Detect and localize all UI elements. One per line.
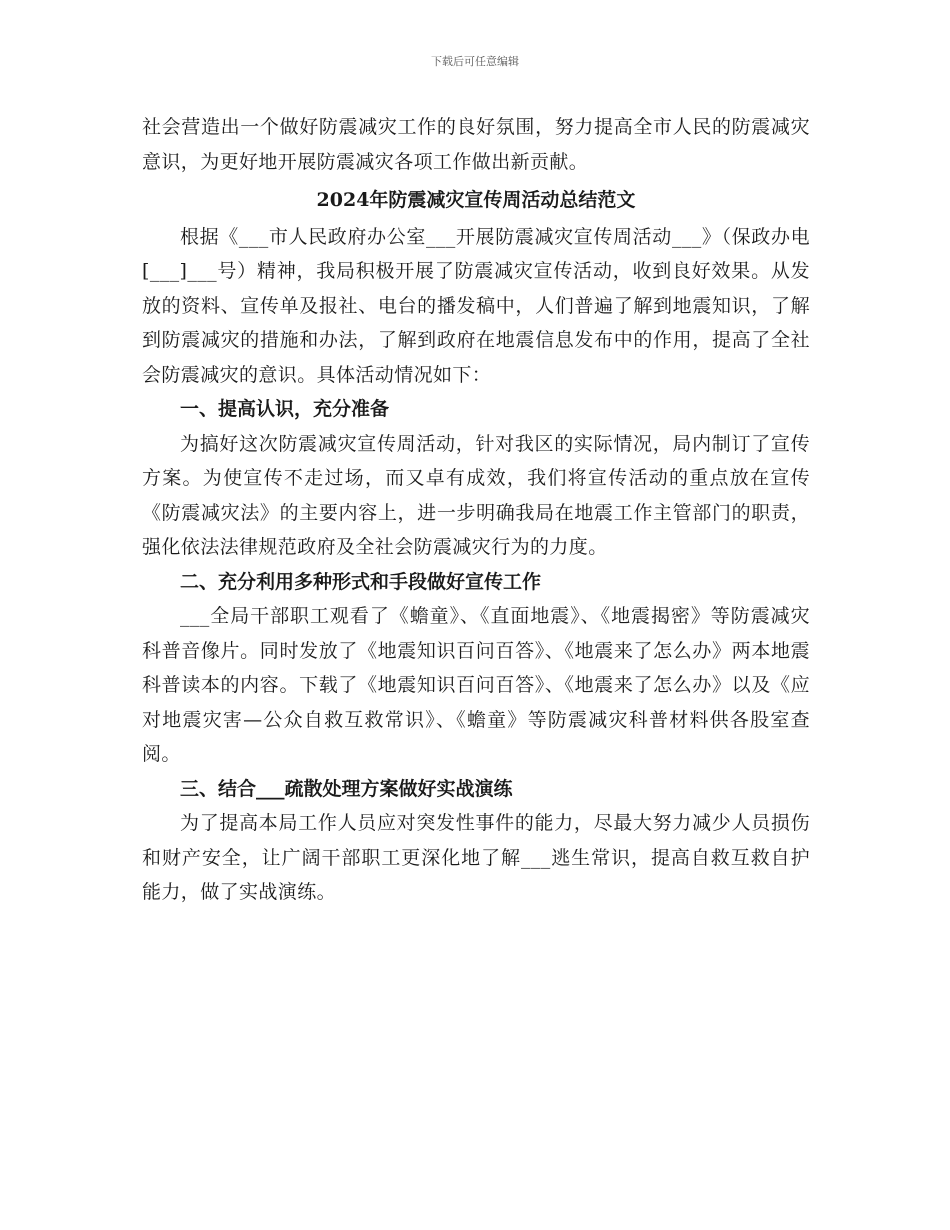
document-body bbox=[142, 110, 810, 910]
section-heading-3: 三、结合___疏散处理方案做好实战演练 bbox=[180, 777, 513, 800]
page-header: 下载后可任意编辑 bbox=[431, 55, 519, 68]
body-paragraph-2: 为搞好这次防震减灾宣传周活动，针对我区的实际情况，局内制订了宣传方案。为使宣传不走过场，而又卓有成效，我们将宣传活动的重点放在宣传《防震减灾法》的主要内容上，进一步明确我局在地震工作主管部门的职责，强化依法法律规范政府及全社会防震减灾行为的力度。 bbox=[142, 432, 810, 558]
section-heading-2: 二、充分利用多种形式和手段做好宣传工作 bbox=[180, 570, 542, 593]
body-paragraph-1: 根据《___市人民政府办公室___开展防震减灾宣传周活动___》（保政办电[___]___号）精神，我局积极开展了防震减灾宣传活动，收到良好效果。从发放的资料、宣传单及报社、电台的播发稿中，人们普遍了解到地震知识，了解到防震减灾的措施和办法，了解到政府在地震信息发布中的作用，提高了全社会防震减灾的意识。具体活动情况如下： bbox=[142, 225, 810, 386]
document-title: 2024年防震减灾宣传周活动总结范文 bbox=[316, 189, 636, 211]
section-heading-1: 一、提高认识，充分准备 bbox=[180, 398, 390, 420]
body-paragraph-4: 为了提高本局工作人员应对突发性事件的能力，尽最大努力减少人员损伤和财产安全，让广阔干部职工更深化地了解___逃生常识，提高自救互救自护能力，做了实战演练。 bbox=[142, 812, 810, 903]
intro-paragraph: 社会营造出一个做好防震减灾工作的良好氛围，努力提高全市人民的防震减灾意识，为更好地开展防震减灾各项工作做出新贡献。 bbox=[142, 116, 810, 173]
body-paragraph-3: ___全局干部职工观看了《蟾童》、《直面地震》、《地震揭密》等防震减灾科普音像片。同时发放了《地震知识百问百答》、《地震来了怎么办》两本地震科普读本的内容。下载了《地震知识百问百答》、《地震来了怎么办》以及《应对地震灾害—公众自救互救常识》、《蟾童》等防震减灾科普材料供各股室查阅。 bbox=[142, 605, 810, 765]
